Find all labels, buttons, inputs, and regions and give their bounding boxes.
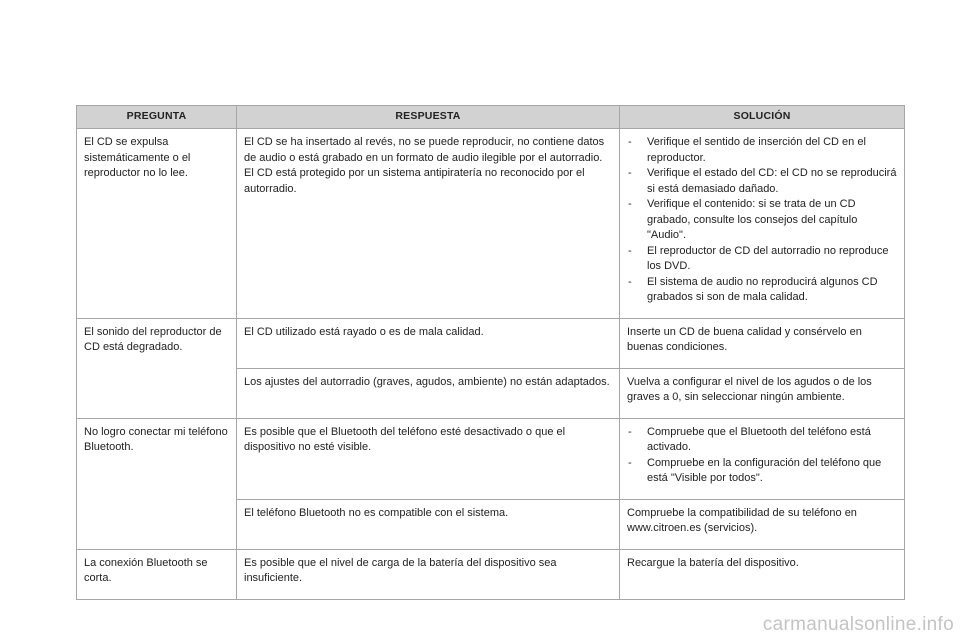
solution-cell	[620, 368, 905, 418]
answer-text: El CD está protegido por un sistema antipiratería no reconocido por el autorradio.	[244, 167, 585, 195]
list-item: - Compruebe en la configuración del teléfono que está "Visible por todos".	[627, 456, 897, 487]
question-cell: El CD se expulsa sistemáticamente o el reproductor no lo lee.	[77, 129, 237, 319]
answer-text: El CD utilizado está rayado o es de mala calidad.	[244, 325, 484, 338]
solution-cell	[620, 418, 905, 499]
table-row	[77, 318, 905, 368]
question-cell: El sonido del reproductor de CD está degradado.	[77, 318, 237, 418]
table-row	[77, 549, 905, 599]
header-question: PREGUNTA	[77, 106, 237, 129]
faq-body	[77, 129, 905, 600]
answer-text: Los ajustes del autorradio (graves, agudos, ambiente) no están adaptados.	[244, 375, 610, 388]
answer-cell	[237, 418, 620, 499]
solution-list	[627, 135, 897, 306]
solution-cell	[620, 549, 905, 599]
answer-cell	[237, 549, 620, 599]
list-item: - Verifique el sentido de inserción del CD en el reproductor.	[627, 135, 897, 166]
answer-text: El teléfono Bluetooth no es compatible con el sistema.	[244, 506, 509, 519]
answer-text: Es posible que el nivel de carga de la batería del dispositivo sea insuficiente.	[244, 556, 557, 584]
answer-cell	[237, 368, 620, 418]
table-row	[77, 129, 905, 319]
faq-table	[76, 105, 905, 600]
watermark-text: carmanualsonline.info	[762, 614, 954, 635]
solution-text: Compruebe la compatibilidad de su teléfono en www.citroen.es (servicios).	[627, 506, 857, 534]
list-item: - Compruebe que el Bluetooth del teléfono está activado.	[627, 425, 897, 456]
list-item: - El sistema de audio no reproducirá algunos CD grabados si son de mala calidad.	[627, 275, 897, 306]
solution-cell	[620, 129, 905, 319]
solution-cell	[620, 318, 905, 368]
solution-list	[627, 425, 897, 487]
answer-cell	[237, 318, 620, 368]
solution-text: Vuelva a configurar el nivel de los agudos o de los graves a 0, sin seleccionar ningún ambiente.	[627, 375, 872, 403]
list-item: - Verifique el estado del CD: el CD no se reproducirá si está demasiado dañado.	[627, 166, 897, 197]
list-item: - El reproductor de CD del autorradio no reproduce los DVD.	[627, 244, 897, 275]
answer-text: El CD se ha insertado al revés, no se puede reproducir, no contiene datos de audio o está grabado en un formato de audio ilegible por el autorradio.	[244, 136, 605, 164]
header-solution: SOLUCIÓN	[620, 106, 905, 129]
answer-text: Es posible que el Bluetooth del teléfono esté desactivado o que el dispositivo no esté visible.	[244, 425, 566, 453]
solution-cell	[620, 499, 905, 549]
question-cell: No logro conectar mi teléfono Bluetooth.	[77, 418, 237, 549]
answer-cell	[237, 499, 620, 549]
answer-cell	[237, 129, 620, 319]
solution-text: Inserte un CD de buena calidad y consérvelo en buenas condiciones.	[627, 325, 862, 353]
list-item: - Verifique el contenido: si se trata de un CD grabado, consulte los consejos del capítulo "Audio".	[627, 197, 897, 244]
header-row	[77, 106, 905, 129]
table-row	[77, 418, 905, 499]
question-cell: La conexión Bluetooth se corta.	[77, 549, 237, 599]
solution-text: Recargue la batería del dispositivo.	[627, 556, 799, 569]
header-answer: RESPUESTA	[237, 106, 620, 129]
